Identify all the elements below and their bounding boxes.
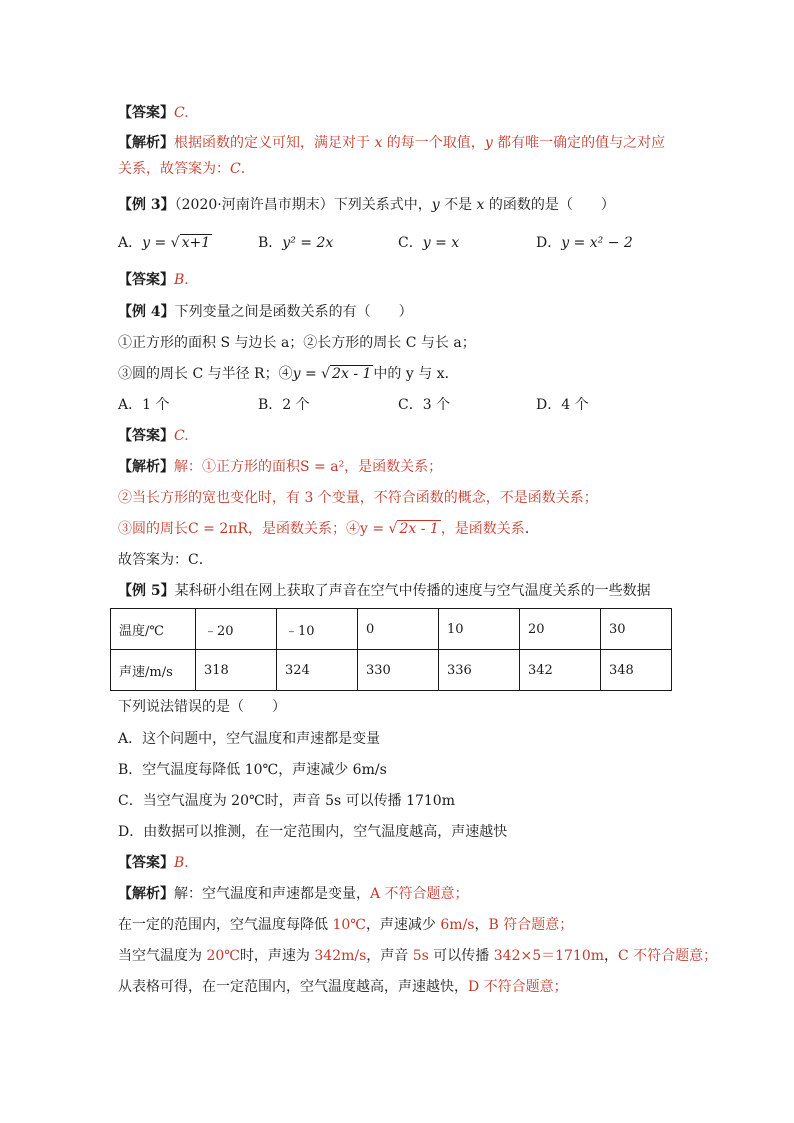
- answer-line-5: [118, 853, 189, 873]
- option-b: [258, 233, 333, 253]
- answer-line-4: [118, 426, 189, 446]
- explanation-text: 从表格可得，在一定范围内，空气温度越高，声速越快，: [118, 979, 468, 995]
- explanation-text: ，声速减少: [365, 917, 441, 933]
- option-label: D．: [536, 235, 562, 251]
- explanation-text: ．: [524, 521, 539, 537]
- option-b: B．空气温度每降低 10℃，声速减少 6m/s: [118, 762, 387, 778]
- explanation-4-line-4: 故答案为：C．: [118, 552, 213, 568]
- table-cell: 318: [196, 650, 277, 691]
- radicand: 2x - 1: [332, 366, 372, 382]
- example-4-question: [118, 302, 413, 322]
- table-cell: 30: [601, 609, 672, 650]
- explanation-4-line-1: [118, 457, 442, 477]
- explanation-text: 都有唯一确定的值与之对应关系，故答案为：: [118, 135, 666, 177]
- radicand: 2x - 1: [399, 521, 439, 537]
- explanation-text: 342×5＝1710m: [493, 948, 605, 964]
- explanation-5-line-3: [118, 946, 717, 966]
- explanation-text: 根据函数的定义可知，满足对于: [174, 135, 375, 151]
- explanation-text: 20℃: [206, 948, 240, 964]
- formula: y =: [292, 366, 322, 382]
- explanation-text: ，声音: [366, 948, 413, 964]
- question-text: （2020·河南许昌市期末）下列关系式中，: [174, 197, 432, 213]
- explanation-text: D 不符合题意；: [468, 979, 568, 995]
- var-x: x: [374, 135, 383, 151]
- explanation-text: 可以传播: [428, 948, 494, 964]
- option-c: C．当空气温度为 20℃时，声音 5s 可以传播 1710m: [118, 793, 455, 809]
- explanation-text: 当空气温度为: [118, 948, 207, 964]
- table-row: [111, 609, 672, 650]
- option-a: A．1 个: [118, 397, 170, 413]
- data-table: [110, 608, 672, 691]
- answer-tag: 【答案】: [118, 272, 174, 288]
- var-x: x: [476, 197, 485, 213]
- example-4-line-1: ①正方形的面积 S 与边长 a；②长方形的周长 C 与长 a；: [118, 335, 476, 351]
- option-label: C．: [398, 235, 423, 251]
- option-a: A．这个问题中，空气温度和声速都是变量: [118, 731, 381, 747]
- answer-tag: 【答案】: [118, 855, 174, 871]
- example-tag: 【例 5】: [118, 583, 175, 599]
- answer-letter: C: [230, 161, 241, 177]
- table-cell: 348: [601, 650, 672, 691]
- explanation-tag: 【解析】: [118, 459, 174, 475]
- option-c: C．3 个: [398, 397, 451, 413]
- answer-value: B.: [174, 855, 189, 871]
- table-cell: ﹣10: [277, 609, 358, 650]
- explanation-tag: 【解析】: [118, 135, 174, 151]
- option-d: D．4 个: [536, 397, 589, 413]
- explanation-text: 在一定的范围内，空气温度每降低: [118, 917, 333, 933]
- question-text: 中的 y 与 x．: [373, 366, 459, 382]
- example-5-prompt: 下列说法错误的是（ ）: [118, 699, 286, 715]
- question-text: 某科研小组在网上获取了声音在空气中传播的速度与空气温度关系的一些数据: [174, 583, 651, 599]
- table-cell: 10: [439, 609, 520, 650]
- explanation-text: 5s: [412, 948, 429, 964]
- answer-tag: 【答案】: [118, 428, 174, 444]
- answer-value: C.: [174, 428, 189, 444]
- example-5-question: [118, 581, 651, 601]
- table-cell: ﹣20: [196, 609, 277, 650]
- question-text: 不是: [439, 197, 477, 213]
- answer-tag: 【答案】: [118, 105, 174, 121]
- explanation-tag: 【解析】: [118, 886, 174, 902]
- explanation-text: A 不符合题意；: [370, 886, 469, 902]
- radicand: x+1: [181, 235, 211, 251]
- example-4-line-2: ③圆的周长 C 与半径 R；④y = √ 2x - 1 中的 y 与 x．: [118, 366, 459, 382]
- answer-value: C.: [174, 105, 189, 121]
- example-tag: 【例 4】: [118, 304, 175, 320]
- explanation-text: C 不符合题意；: [618, 948, 718, 964]
- explanation-5-line-4: [118, 977, 568, 997]
- formula: y = x² − 2: [561, 235, 633, 251]
- option-b: B．2 个: [258, 397, 310, 413]
- explanation-text: 的每一个取值，: [382, 135, 485, 151]
- table-cell: 声速/m/s: [111, 650, 196, 691]
- explanation-text: 342m/s: [314, 948, 367, 964]
- table-cell: 温度/℃: [111, 609, 196, 650]
- option-c: [398, 233, 459, 253]
- table-cell: 330: [358, 650, 439, 691]
- option-d: [536, 233, 633, 253]
- table-cell: 342: [520, 650, 601, 691]
- explanation-4-line-3: ③圆的周长C = 2πR，是函数关系；④y = √ 2x - 1 ，是函数关系．: [118, 521, 539, 537]
- option-label: A．: [118, 235, 143, 251]
- question-text: 下列变量之间是函数关系的有（ ）: [174, 304, 413, 320]
- explanation-text: 时，声速为: [239, 948, 315, 964]
- table-cell: 336: [439, 650, 520, 691]
- answer-line-3: [118, 270, 189, 290]
- table-cell: 0: [358, 609, 439, 650]
- explanation-text: ，: [474, 917, 489, 933]
- explanation-1: [118, 130, 678, 182]
- table-cell: 324: [277, 650, 358, 691]
- explanation-text: 解：①正方形的面积S = a²，是函数关系；: [174, 459, 443, 475]
- formula: y² = 2x: [282, 235, 334, 251]
- table-cell: 20: [520, 609, 601, 650]
- option-a: A．y = √ x+1: [118, 235, 211, 251]
- explanation-text: B 符合题意；: [488, 917, 574, 933]
- option-label: B．: [258, 235, 283, 251]
- explanation-text: ，: [604, 948, 619, 964]
- explanation-5-line-1: [118, 884, 469, 904]
- explanation-text: ③圆的周长C = 2πR，是函数关系；④y =: [118, 521, 389, 537]
- answer-value: B.: [174, 272, 189, 288]
- question-text: 的函数的是（ ）: [484, 197, 615, 213]
- explanation-4-line-2: ②当长方形的宽也变化时，有 3 个变量，不符合函数的概念，不是函数关系；: [118, 490, 598, 506]
- example-3-options: [118, 233, 678, 253]
- explanation-text: ，是函数关系: [440, 521, 525, 537]
- explanation-text: 10℃: [332, 917, 366, 933]
- table-row: [111, 650, 672, 691]
- example-4-options: [118, 395, 678, 415]
- example-tag: 【例 3】: [118, 197, 175, 213]
- explanation-text: 6m/s: [440, 917, 475, 933]
- var-y: y: [484, 135, 493, 151]
- question-text: ③圆的周长 C 与半径 R；④: [118, 366, 293, 382]
- var-y: y: [431, 197, 440, 213]
- example-3-question: [118, 195, 615, 215]
- option-d: D．由数据可以推测，在一定范围内，空气温度越高，声速越快: [118, 824, 508, 840]
- explanation-5-line-2: [118, 915, 573, 935]
- formula: y =: [142, 235, 171, 251]
- explanation-text: .: [240, 161, 246, 177]
- formula: y = x: [422, 235, 460, 251]
- answer-line-1: [118, 103, 189, 123]
- explanation-text: 解：空气温度和声速都是变量，: [174, 886, 370, 902]
